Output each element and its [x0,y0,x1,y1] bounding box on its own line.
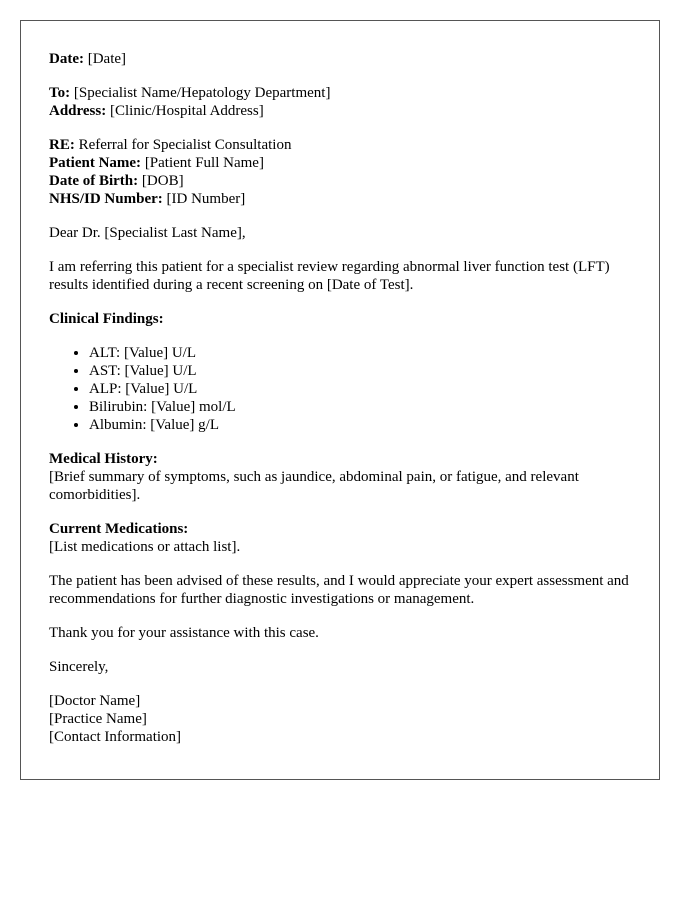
patient-name-line [49,154,631,172]
address-line [49,102,631,120]
reference-block [49,136,631,208]
date-value: [Date] [87,51,127,67]
sign-off-text: Sincerely, [49,659,109,675]
signature-block [49,692,631,746]
salutation [49,224,631,242]
referral-letter [20,20,660,780]
salutation-text: Dear Dr. [Specialist Last Name], [49,225,246,241]
re-label: RE: [49,137,75,153]
finding-item-albumin: • Albumin: [Value] g/L [89,416,631,434]
patient-name-value: [Patient Full Name] [144,155,264,171]
doctor-name: [Doctor Name] [49,693,141,709]
medical-history-block [49,450,631,504]
nhs-id-line [49,190,631,208]
to-label: To: [49,85,71,101]
address-label: Address: [49,103,107,119]
sign-off [49,658,631,676]
medications-heading: Current Medications: [49,521,189,537]
date-line [49,50,631,68]
closing-text: The patient has been advised of these results, and I would appreciate your expert assessment and recommendations for further diagnostic investigations or management. [49,573,629,607]
address-value: [Clinic/Hospital Address] [109,103,264,119]
intro-text: I am referring this patient for a specialist review regarding abnormal liver function test (LFT) results identified during a recent screening on [Date of Test]. [49,259,610,293]
medications-block [49,520,631,556]
re-line [49,136,631,154]
nhs-id-label: NHS/ID Number: [49,191,163,207]
patient-name-label: Patient Name: [49,155,142,171]
medications-text: [List medications or attach list]. [49,539,241,555]
thanks-paragraph [49,624,631,642]
date-block [49,50,631,68]
finding-item-bilirubin: • Bilirubin: [Value] mol/L [89,398,631,416]
clinical-findings-heading: Clinical Findings: [49,311,164,327]
medical-history-heading: Medical History: [49,451,158,467]
practice-name: [Practice Name] [49,711,147,727]
closing-paragraph [49,572,631,608]
intro-paragraph [49,258,631,294]
finding-item-ast: • AST: [Value] U/L [89,362,631,380]
finding-item-alp: • ALP: [Value] U/L [89,380,631,398]
clinical-findings-heading-block [49,310,631,328]
to-line [49,84,631,102]
re-value: Referral for Specialist Consultation [78,137,292,153]
dob-label: Date of Birth: [49,173,139,189]
nhs-id-value: [ID Number] [166,191,246,207]
thanks-text: Thank you for your assistance with this case. [49,625,319,641]
medical-history-text: [Brief summary of symptoms, such as jaundice, abdominal pain, or fatigue, and relevant comorbidities]. [49,469,579,503]
recipient-block [49,84,631,120]
to-value: [Specialist Name/Hepatology Department] [73,85,331,101]
contact-information: [Contact Information] [49,729,182,745]
dob-value: [DOB] [141,173,184,189]
date-label: Date: [49,51,84,67]
dob-line [49,172,631,190]
clinical-findings-list [49,344,631,434]
finding-item-alt: • ALT: [Value] U/L [89,344,631,362]
